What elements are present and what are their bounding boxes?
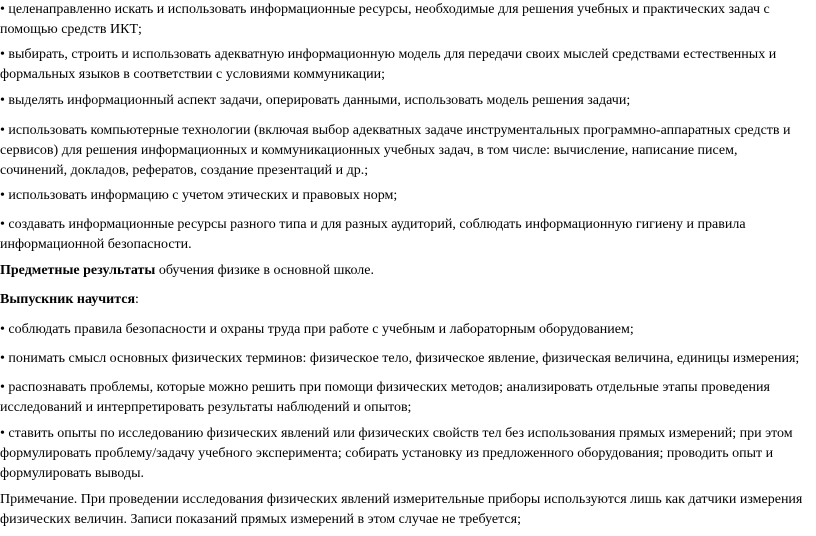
graduate-heading [0, 290, 808, 310]
paragraph-physical-terms: • понимать смысл основных физических терминов: физическое тело, физическое явление, физическая величина, единицы измерения; [0, 351, 800, 366]
paragraph-note: Примечание. При проведении исследования физических явлений измерительные приборы используются лишь как датчики измерения физических величин. Записи показаний прямых измерений в этом случае не требуется; [0, 492, 803, 527]
paragraph-ethical-norms: • использовать информацию с учетом этических и правовых норм; [0, 188, 398, 203]
paragraph-experiments: • ставить опыты по исследованию физических явлений или физических свойств тел без использования прямых измерений; при этом формулировать проблему/задачу учебного эксперимента; собирать установку из предложенного оборудования; проводить опыт и формулировать выводы. [0, 426, 793, 481]
paragraph-recognize-problems: • распознавать проблемы, которые можно решить при помощи физических методов; анализировать отдельные этапы проведения исследований и интерпретировать результаты наблюдений и опытов; [0, 380, 770, 415]
paragraph-ict-resources: • целенаправленно искать и использовать информационные ресурсы, необходимые для решения учебных и практических задач с помощью средств ИКТ; [0, 2, 770, 37]
subject-results-heading [0, 261, 808, 281]
graduate-rest: : [135, 292, 139, 307]
paragraph-information-model: • выбирать, строить и использовать адекватную информационную модель для передачи своих мыслей средствами естественных и формальных языков в соответствии с условиями коммуникации; [0, 47, 777, 82]
graduate-bold: Выпускник научится [0, 292, 136, 307]
paragraph-info-resources-creation: • создавать информационные ресурсы разного типа и для разных аудиторий, соблюдать информационную гигиену и правила информационной безопасности. [0, 217, 746, 252]
paragraph-information-aspect: • выделять информационный аспект задачи, оперировать данными, использовать модель решения задачи; [0, 93, 631, 108]
paragraph-computer-technologies: • использовать компьютерные технологии (включая выбор адекватных задаче инструментальных программно-аппаратных средств и сервисов) для решения информационных и коммуникационных учебных задач, в том числе: вычисление, написание писем, сочинений, докладов, рефератов, создание презентаций и др.; [0, 123, 791, 178]
subject-results-rest: обучения физике в основной школе. [155, 263, 374, 278]
subject-results-bold: Предметные результаты [0, 263, 156, 278]
paragraph-safety-rules: • соблюдать правила безопасности и охраны труда при работе с учебным и лабораторным оборудованием; [0, 322, 634, 337]
